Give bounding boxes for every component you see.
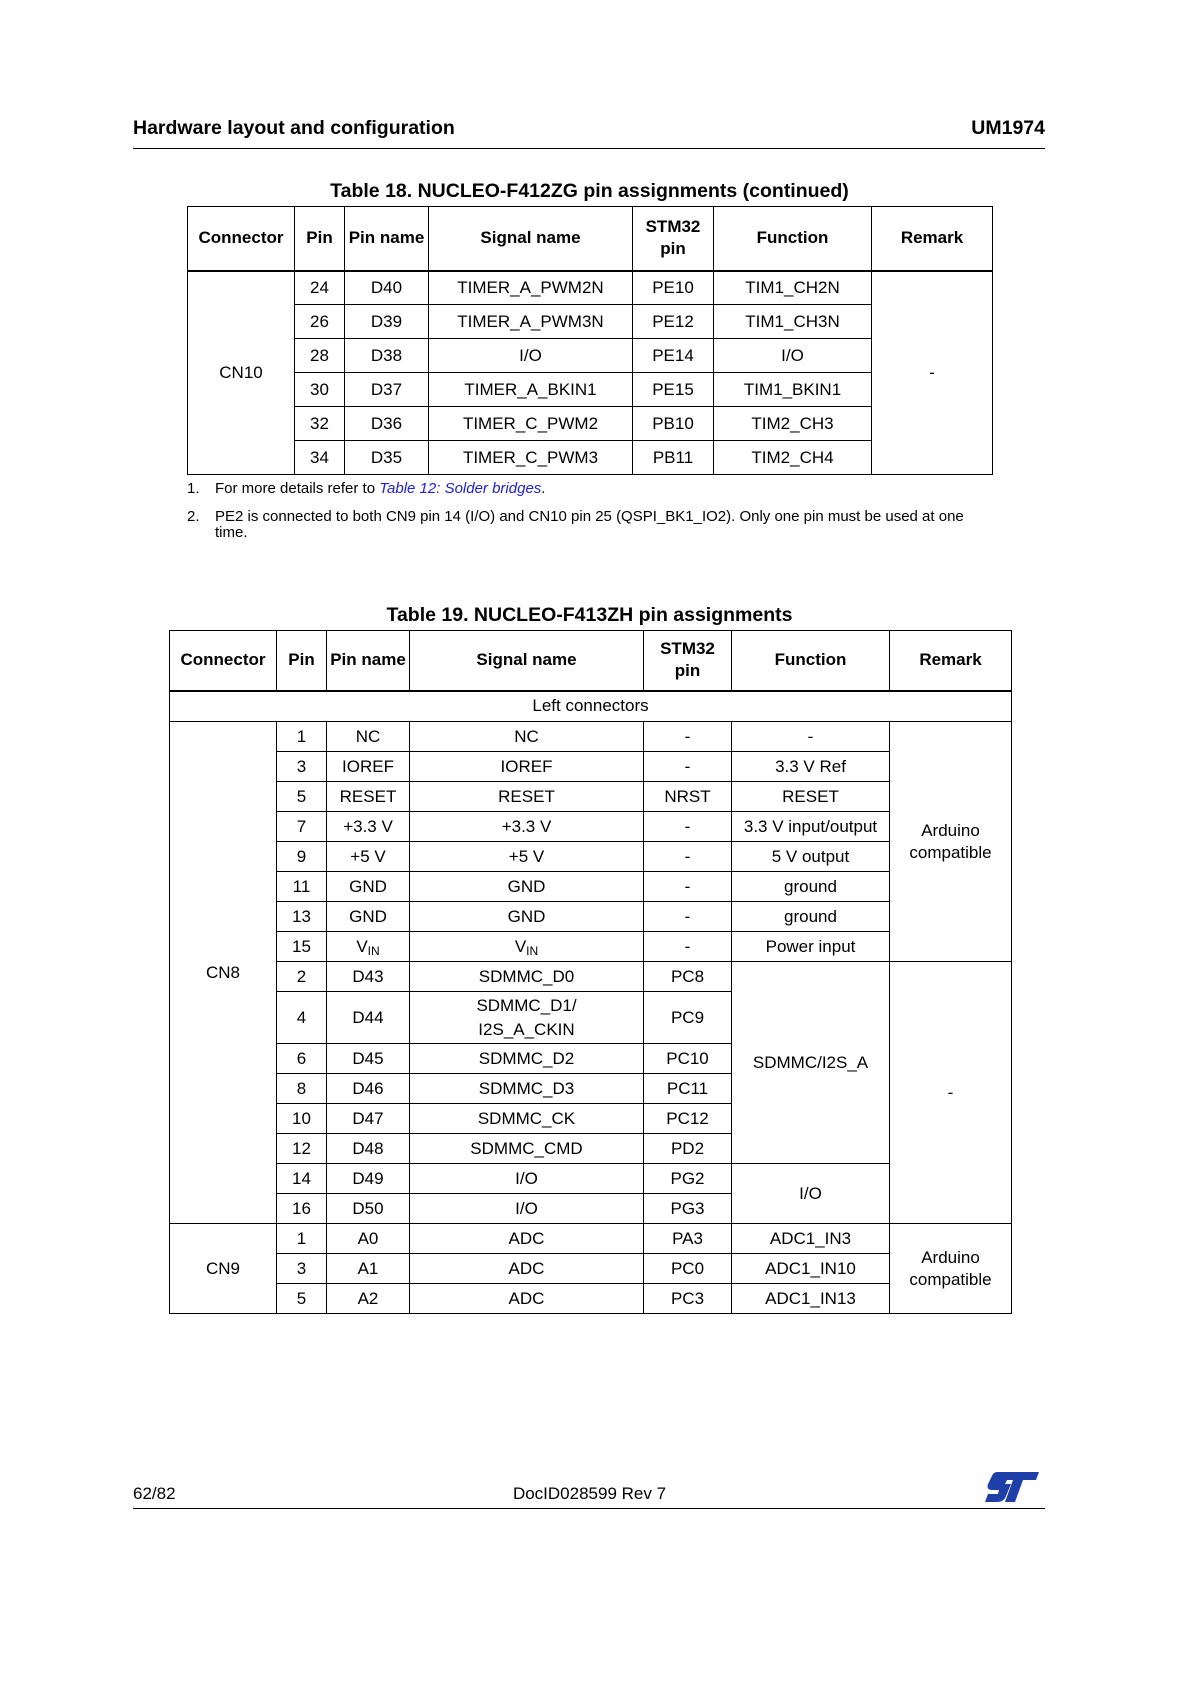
pin-name-cell: D35	[345, 441, 429, 475]
table-row	[170, 1284, 1012, 1314]
col-header: Signal name	[429, 207, 633, 271]
connector-cell: CN10	[188, 271, 295, 475]
header-doc-id: UM1974	[971, 117, 1045, 139]
col-header: Connector	[188, 207, 295, 271]
pin-cell: 26	[295, 305, 345, 339]
table-row	[170, 842, 1012, 872]
pin-name-cell: D44	[327, 992, 410, 1044]
stm32-cell: PC9	[644, 992, 732, 1044]
vin-main: V	[514, 936, 527, 956]
pin-name-cell: A2	[327, 1284, 410, 1314]
pin-cell: 13	[277, 902, 327, 932]
pin-cell: 5	[277, 1284, 327, 1314]
stm32-cell: PC0	[644, 1254, 732, 1284]
col-header: STM32 pin	[644, 631, 732, 691]
col-header: Pin	[295, 207, 345, 271]
function-cell: ADC1_IN13	[732, 1284, 890, 1314]
signal-cell: ADC	[410, 1284, 644, 1314]
remark-cell: -	[890, 962, 1012, 1224]
stm32-cell: -	[644, 902, 732, 932]
function-cell: ground	[732, 872, 890, 902]
stm32-cell: PE14	[633, 339, 714, 373]
table-row	[188, 271, 993, 305]
remark-cell: Arduino compatible	[890, 722, 1012, 962]
pin-cell: 9	[277, 842, 327, 872]
signal-cell: SDMMC_CK	[410, 1104, 644, 1134]
table18-caption: Table 18. NUCLEO-F412ZG pin assignments (continued)	[330, 180, 849, 202]
stm32-cell: PC11	[644, 1074, 732, 1104]
signal-cell: SDMMC_D3	[410, 1074, 644, 1104]
pin-name-cell: D40	[345, 271, 429, 305]
stm32-cell: PC10	[644, 1044, 732, 1074]
note-item	[187, 481, 967, 497]
pin-cell: 5	[277, 782, 327, 812]
signal-cell: I/O	[429, 339, 633, 373]
stm32-cell: PB11	[633, 441, 714, 475]
stm32-cell: PC8	[644, 962, 732, 992]
pin-cell: 6	[277, 1044, 327, 1074]
stm32-cell: -	[644, 752, 732, 782]
pin-cell: 24	[295, 271, 345, 305]
signal-line-1: SDMMC_D1/	[476, 995, 577, 1015]
vin-sub: IN	[526, 943, 539, 958]
footer-rule	[133, 1508, 1045, 1509]
table-row	[170, 902, 1012, 932]
signal-cell: +3.3 V	[410, 812, 644, 842]
signal-cell: TIMER_A_BKIN1	[429, 373, 633, 407]
pin-name-cell: GND	[327, 902, 410, 932]
function-cell: Power input	[732, 932, 890, 962]
vin-sub: IN	[367, 943, 380, 958]
signal-cell: GND	[410, 902, 644, 932]
stm32-cell: -	[644, 842, 732, 872]
pin-name-cell: GND	[327, 872, 410, 902]
pin-name-cell: D45	[327, 1044, 410, 1074]
header-section-title: Hardware layout and configuration	[133, 117, 455, 139]
pin-name-cell: D46	[327, 1074, 410, 1104]
vin-main: V	[356, 936, 368, 956]
pin-cell: 7	[277, 812, 327, 842]
signal-cell: ADC	[410, 1224, 644, 1254]
solder-bridges-link[interactable]: Table 12: Solder bridges	[379, 480, 542, 497]
stm32-cell: PG2	[644, 1164, 732, 1194]
table-row	[170, 722, 1012, 752]
table18-header-row	[188, 207, 993, 271]
function-cell: ADC1_IN10	[732, 1254, 890, 1284]
function-cell: TIM1_CH3N	[714, 305, 872, 339]
pin-cell: 10	[277, 1104, 327, 1134]
section-row	[170, 691, 1012, 722]
signal-cell	[410, 932, 644, 962]
stm32-cell: -	[644, 812, 732, 842]
col-header: Pin name	[327, 631, 410, 691]
col-header: STM32 pin	[633, 207, 714, 271]
pin-name-cell: NC	[327, 722, 410, 752]
function-cell: 3.3 V input/output	[732, 812, 890, 842]
pin-cell: 4	[277, 992, 327, 1044]
table-row	[170, 752, 1012, 782]
pin-cell: 30	[295, 373, 345, 407]
signal-cell: ADC	[410, 1254, 644, 1284]
pin-name-cell: A1	[327, 1254, 410, 1284]
table-row	[170, 1224, 1012, 1254]
pin-cell: 1	[277, 722, 327, 752]
pin-cell: 3	[277, 1254, 327, 1284]
function-cell: ground	[732, 902, 890, 932]
col-header: Connector	[170, 631, 277, 691]
pin-name-cell: D43	[327, 962, 410, 992]
stm32-cell: PB10	[633, 407, 714, 441]
note-text: PE2 is connected to both CN9 pin 14 (I/O) and CN10 pin 25 (QSPI_BK1_IO2). Only one pin must be used at one time.	[215, 508, 964, 541]
function-cell: TIM1_BKIN1	[714, 373, 872, 407]
col-header: Function	[732, 631, 890, 691]
pin-name-cell: RESET	[327, 782, 410, 812]
pin-cell: 16	[277, 1194, 327, 1224]
pin-cell: 28	[295, 339, 345, 373]
pin-name-cell: D38	[345, 339, 429, 373]
pin-cell: 3	[277, 752, 327, 782]
note-text	[215, 481, 545, 497]
note-text-lead: For more details refer to	[215, 480, 380, 497]
signal-cell: RESET	[410, 782, 644, 812]
stm32-cell: PA3	[644, 1224, 732, 1254]
stm32-cell: -	[644, 722, 732, 752]
col-header: Pin	[277, 631, 327, 691]
pin-cell: 12	[277, 1134, 327, 1164]
table19-header-row	[170, 631, 1012, 691]
signal-cell: TIMER_A_PWM2N	[429, 271, 633, 305]
function-cell: 5 V output	[732, 842, 890, 872]
table-row	[170, 962, 1012, 992]
function-cell: I/O	[714, 339, 872, 373]
table19-caption: Table 19. NUCLEO-F413ZH pin assignments	[386, 604, 793, 626]
pin-name-cell	[327, 932, 410, 962]
pin-name-cell: D49	[327, 1164, 410, 1194]
st-logo-shape	[985, 1472, 1039, 1502]
table-row	[170, 932, 1012, 962]
function-cell: RESET	[732, 782, 890, 812]
note-number: 2.	[187, 508, 200, 525]
pin-cell: 11	[277, 872, 327, 902]
function-cell: TIM2_CH4	[714, 441, 872, 475]
col-header: Signal name	[410, 631, 644, 691]
signal-cell: I/O	[410, 1164, 644, 1194]
stm32-cell: PD2	[644, 1134, 732, 1164]
pin-cell: 15	[277, 932, 327, 962]
col-header: Function	[714, 207, 872, 271]
pin-name-cell: D48	[327, 1134, 410, 1164]
stm32-cell: PC12	[644, 1104, 732, 1134]
pin-name-cell: +5 V	[327, 842, 410, 872]
col-header: Remark	[890, 631, 1012, 691]
pin-cell: 1	[277, 1224, 327, 1254]
connector-cell: CN9	[170, 1224, 277, 1314]
pin-cell: 2	[277, 962, 327, 992]
stm32-cell: PE12	[633, 305, 714, 339]
col-header: Remark	[872, 207, 993, 271]
function-cell: SDMMC/I2S_A	[732, 962, 890, 1164]
table19	[169, 630, 1012, 1314]
section-label: Left connectors	[170, 691, 1012, 722]
pin-cell: 34	[295, 441, 345, 475]
signal-cell	[410, 992, 644, 1044]
col-header: Pin name	[345, 207, 429, 271]
note-text-tail: .	[541, 480, 546, 497]
pin-cell: 14	[277, 1164, 327, 1194]
note-item	[187, 509, 967, 541]
pin-cell: 32	[295, 407, 345, 441]
remark-cell: -	[872, 271, 993, 475]
signal-cell: IOREF	[410, 752, 644, 782]
table-row	[170, 1254, 1012, 1284]
pin-name-cell: D47	[327, 1104, 410, 1134]
signal-cell: SDMMC_D2	[410, 1044, 644, 1074]
table-row	[170, 872, 1012, 902]
function-cell: ADC1_IN3	[732, 1224, 890, 1254]
signal-cell: +5 V	[410, 842, 644, 872]
pin-name-cell: D39	[345, 305, 429, 339]
stm32-cell: PE10	[633, 271, 714, 305]
page-number: 62/82	[133, 1484, 176, 1503]
table-row	[170, 812, 1012, 842]
signal-cell: TIMER_A_PWM3N	[429, 305, 633, 339]
stm32-cell: NRST	[644, 782, 732, 812]
signal-cell: NC	[410, 722, 644, 752]
signal-cell: TIMER_C_PWM3	[429, 441, 633, 475]
table18	[187, 206, 993, 475]
pin-name-cell: D36	[345, 407, 429, 441]
stm32-cell: PE15	[633, 373, 714, 407]
pin-name-cell: +3.3 V	[327, 812, 410, 842]
connector-cell: CN8	[170, 722, 277, 1224]
signal-cell: SDMMC_D0	[410, 962, 644, 992]
function-cell: TIM2_CH3	[714, 407, 872, 441]
signal-cell: I/O	[410, 1194, 644, 1224]
pin-name-cell: D50	[327, 1194, 410, 1224]
table-row	[170, 782, 1012, 812]
table-row	[170, 1164, 1012, 1194]
function-cell: 3.3 V Ref	[732, 752, 890, 782]
stm32-cell: -	[644, 872, 732, 902]
pin-name-cell: IOREF	[327, 752, 410, 782]
st-logo-icon	[983, 1470, 1041, 1504]
stm32-cell: PG3	[644, 1194, 732, 1224]
pin-cell: 8	[277, 1074, 327, 1104]
pin-name-cell: D37	[345, 373, 429, 407]
signal-line-2: I2S_A_CKIN	[478, 1019, 575, 1039]
function-cell: TIM1_CH2N	[714, 271, 872, 305]
signal-cell: TIMER_C_PWM2	[429, 407, 633, 441]
stm32-cell: PC3	[644, 1284, 732, 1314]
signal-cell: GND	[410, 872, 644, 902]
table-notes	[187, 481, 967, 553]
function-cell: -	[732, 722, 890, 752]
signal-cell: SDMMC_CMD	[410, 1134, 644, 1164]
function-cell: I/O	[732, 1164, 890, 1224]
remark-cell: Arduino compatible	[890, 1224, 1012, 1314]
note-number: 1.	[187, 480, 200, 497]
doc-revision: DocID028599 Rev 7	[512, 1484, 667, 1503]
header-rule	[133, 148, 1045, 149]
pin-name-cell: A0	[327, 1224, 410, 1254]
stm32-cell: -	[644, 932, 732, 962]
